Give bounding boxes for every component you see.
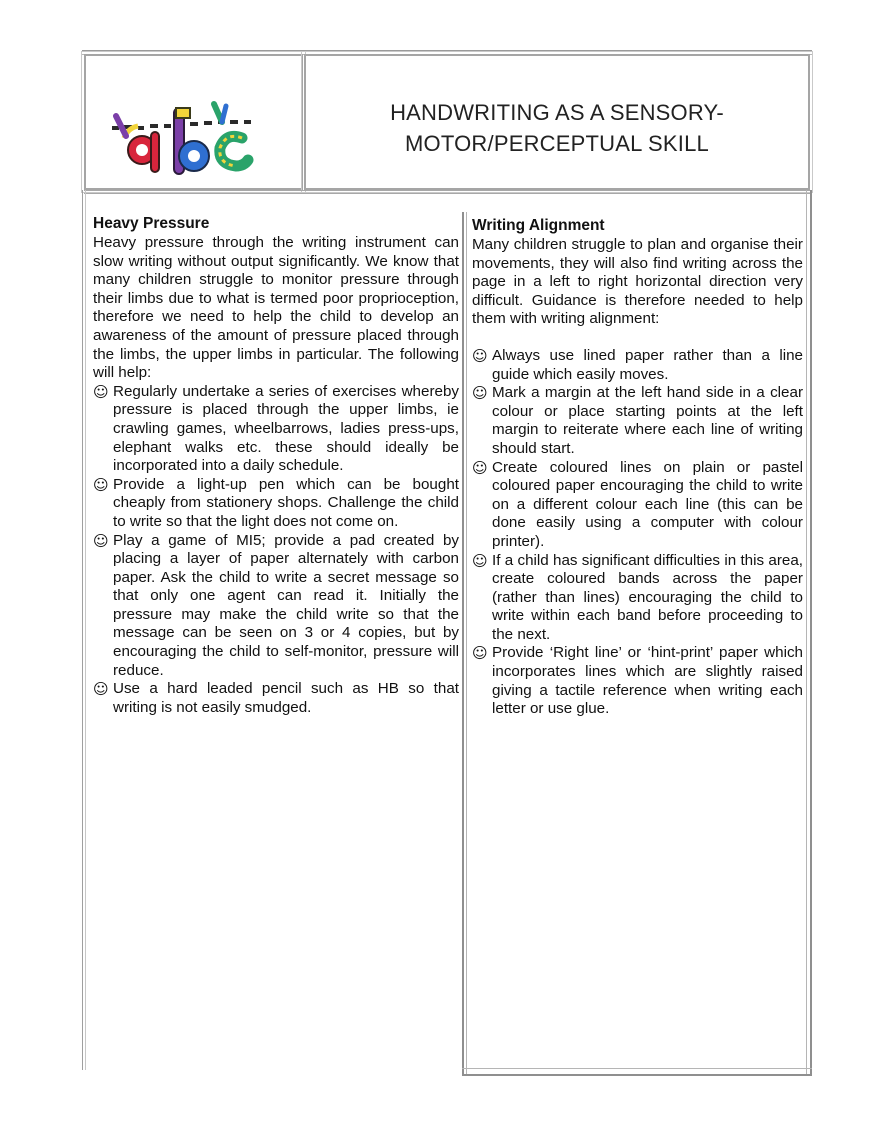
smiley-icon: ☺ <box>472 551 488 570</box>
heavy-pressure-list <box>93 383 459 718</box>
left-border <box>82 190 86 1070</box>
logo-box <box>84 54 303 190</box>
smiley-icon: ☺ <box>472 384 488 403</box>
list-item: ☺ Always use lined paper rather than a line guide which easily moves. <box>472 346 803 383</box>
list-item: ☺ Provide ‘Right line’ or ‘hint-print’ paper which incorporates lines which are slightly raised giving a tactile reference when writing each letter or use glue. <box>472 644 803 718</box>
smiley-icon: ☺ <box>93 531 109 550</box>
smiley-icon: ☺ <box>93 680 109 699</box>
smiley-icon: ☺ <box>472 644 488 663</box>
smiley-icon: ☺ <box>472 346 488 365</box>
right-column <box>472 216 803 719</box>
heavy-pressure-intro: Heavy pressure through the writing instrument can slow writing without output significantly. We know that many children struggle to monitor pressure through their limbs due to what is termed poor proprioception, therefore we need to help the child to develop an awareness of the amount of pressure placed through the limbs, the upper limbs in particular. The following will help: <box>93 234 459 382</box>
page-title <box>390 85 724 159</box>
list-item: ☺ Use a hard leaded pencil such as HB so that writing is not easily smudged. <box>93 680 459 716</box>
logo-letter-c <box>214 104 248 166</box>
writing-alignment-heading: Writing Alignment <box>472 217 605 234</box>
list-item: ☺ Mark a margin at the left hand side in a clear colour or place starting points at the left margin to reiterate where each line of writing should start. <box>472 384 803 457</box>
logo-letter-b <box>174 108 209 174</box>
column-divider <box>462 212 467 1076</box>
heavy-pressure-heading: Heavy Pressure <box>93 215 210 232</box>
list-item: ☺ Play a game of MI5; provide a pad created by placing a layer of paper alternately with carbon paper. Ask the child to write a secret message so that only one agent can read it. Initially the pressure may make the child write so that the message can be seen on 3 or 4 copies, but by encouraging the child to self-monitor, pressure will reduce. <box>93 531 459 679</box>
writing-alignment-list <box>472 347 803 719</box>
list-item: ☺ Regularly undertake a series of exercises whereby pressure is placed through the upper limbs, ie crawling games, wheelbarrows, ladies press-ups, elephant walks etc. these should ideally be incorporated into a daily schedule. <box>93 382 459 475</box>
title-box <box>304 54 810 190</box>
header-separator <box>84 190 812 194</box>
left-column <box>93 214 459 717</box>
title-line-1: HANDWRITING AS A SENSORY- <box>390 100 724 125</box>
smiley-icon: ☺ <box>93 382 109 401</box>
list-item: ☺ Create coloured lines on plain or pastel coloured paper encouraging the child to write on a different colour each line (this can be done easily using a computer with colour printer). <box>472 458 803 550</box>
abc-logo-image <box>86 56 301 188</box>
smiley-icon: ☺ <box>472 458 488 477</box>
right-border <box>806 190 812 1076</box>
title-line-2: MOTOR/PERCEPTUAL SKILL <box>405 131 709 156</box>
writing-alignment-intro: Many children struggle to plan and organise their movements, they will also find writing across the page in a left to right horizontal direction very difficult. Guidance is therefore needed to help them with writing alignment: <box>472 236 803 328</box>
bottom-border <box>462 1068 812 1076</box>
smiley-icon: ☺ <box>93 475 109 494</box>
list-item: ☺ If a child has significant difficulties in this area, create coloured bands across the paper (rather than lines) encouraging the child to write within each band before proceeding to the next. <box>472 551 803 643</box>
list-item: ☺ Provide a light-up pen which can be bought cheaply from stationery shops. Challenge the child to write so that the light does not come on. <box>93 475 459 530</box>
